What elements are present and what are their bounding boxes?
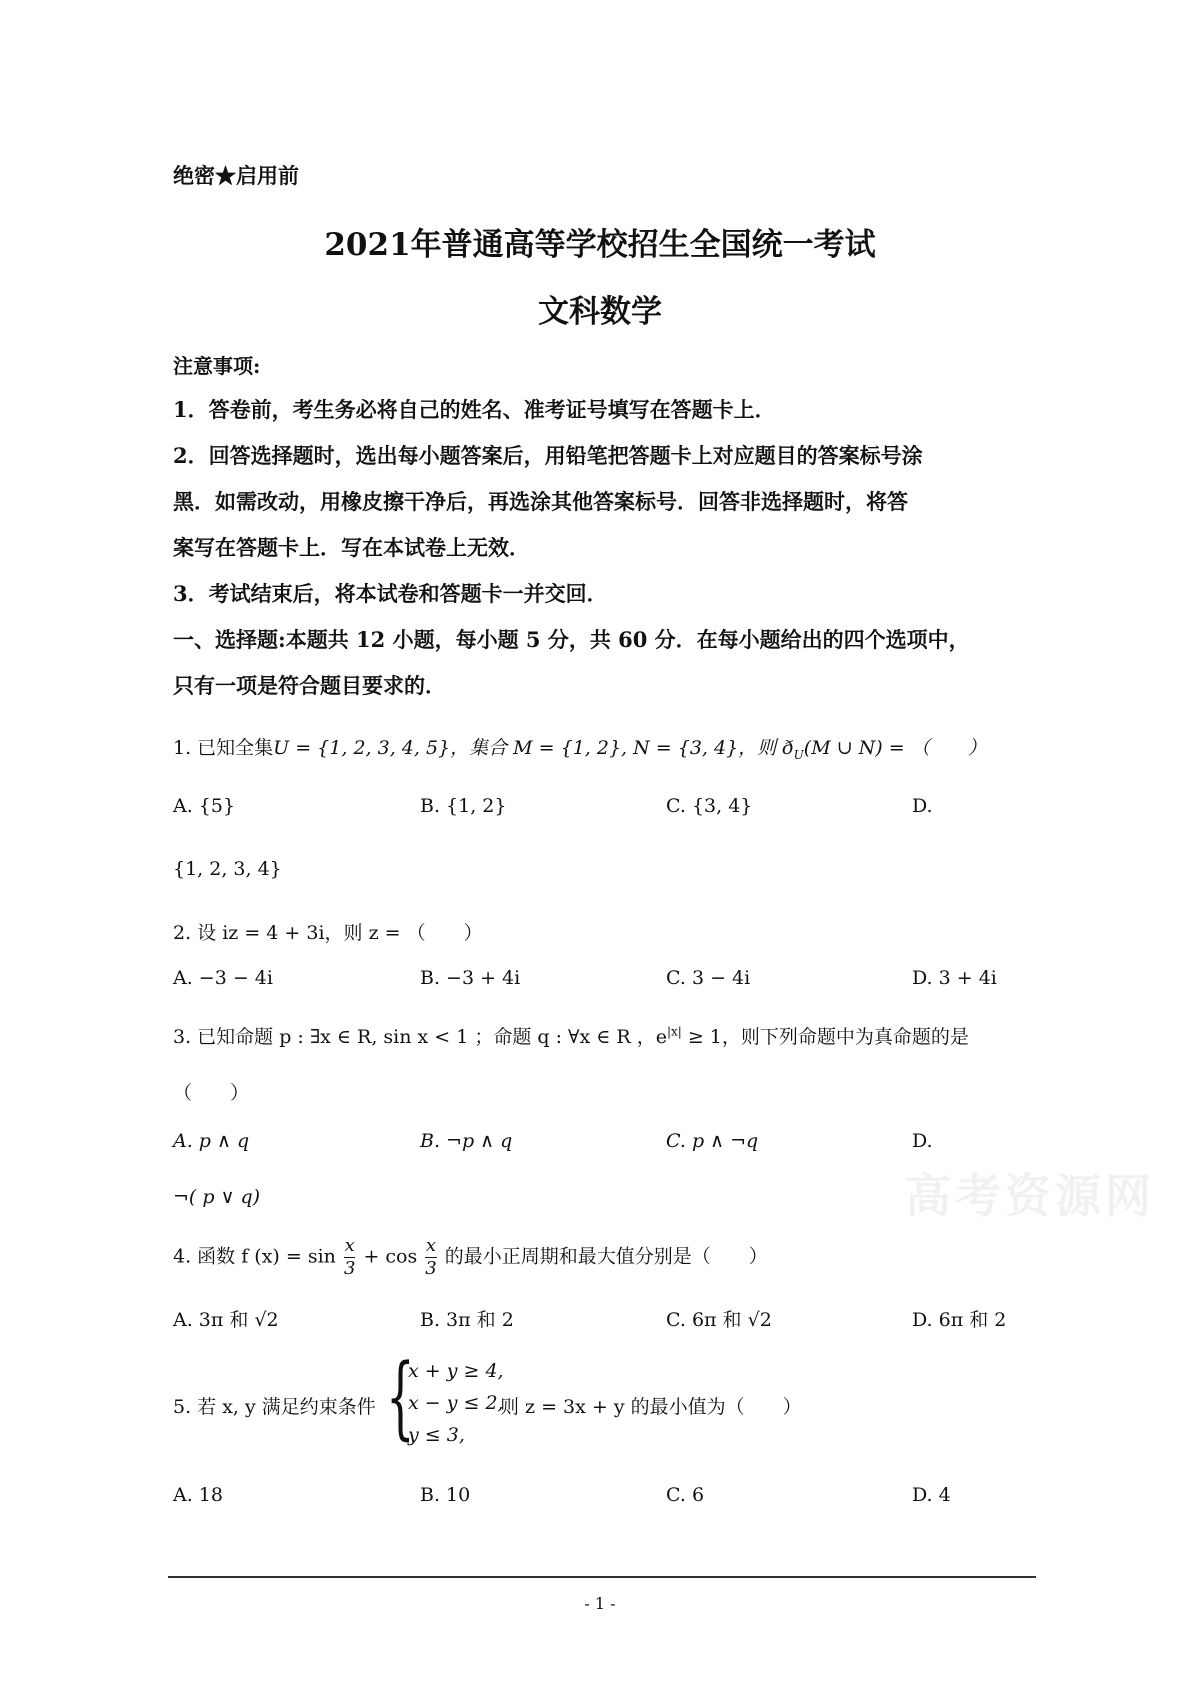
- note-2-line-1: 2．回答选择题时，选出每小题答案后，用铅笔把答题卡上对应题目的答案标号涂: [173, 443, 923, 468]
- question-3-text: 3. 已知命题 p : ∃x ∈ R, sin x < 1 ；命题 q : ∀x ∈ R ，e: [173, 1026, 667, 1048]
- question-4: [173, 1235, 768, 1280]
- fraction-denominator: 3: [425, 1258, 437, 1279]
- q1-option-d: D.: [912, 795, 933, 817]
- q3-option-b: B. ¬p ∧ q: [420, 1130, 513, 1152]
- q2-option-c: C. 3 − 4i: [666, 967, 751, 989]
- note-2-line-2: 黑．如需改动，用橡皮擦干净后，再选涂其他答案标号．回答非选择题时，将答: [173, 489, 908, 514]
- question-1-suffix: (M ∪ N) = （ ）: [803, 737, 987, 759]
- notes-heading: 注意事项:: [173, 354, 261, 378]
- question-1-expression: U = {1, 2, 3, 4, 5}，集合 M = {1, 2}, N = {3, 4}，则 ð: [273, 737, 794, 759]
- question-5-prefix: 5. 若 x, y 满足约束条件: [173, 1396, 376, 1418]
- q1-option-c: C. {3, 4}: [666, 795, 753, 817]
- question-3: [173, 1022, 969, 1049]
- q3-option-a: A. p ∧ q: [173, 1130, 250, 1152]
- exam-subject: 文科数学: [538, 294, 662, 330]
- question-5-suffix: 则 z = 3x + y 的最小值为（ ）: [500, 1396, 802, 1418]
- q1-option-d-value: {1, 2, 3, 4}: [173, 858, 282, 880]
- q1-option-a: A. {5}: [173, 795, 236, 817]
- question-1: [173, 733, 987, 762]
- question-4-middle: + cos: [363, 1245, 418, 1268]
- exam-title: 2021年普通高等学校招生全国统一考试: [324, 227, 876, 263]
- q3-option-d: D.: [912, 1130, 933, 1152]
- q4-option-b: B. 3π 和 2: [420, 1309, 514, 1331]
- fraction-x-over-3: [344, 1235, 355, 1280]
- question-3-exponent: |x|: [666, 1024, 682, 1039]
- q4-option-d: D. 6π 和 2: [912, 1309, 1007, 1331]
- question-3-answer-paren: （ ）: [173, 1082, 250, 1104]
- q5-option-c: C. 6: [666, 1484, 705, 1506]
- question-1-prefix: 1. 已知全集: [173, 737, 274, 759]
- note-1: 1．答卷前，考生务必将自己的姓名、准考证号填写在答题卡上．: [173, 397, 776, 422]
- section-heading-line-2: 只有一项是符合题目要求的．: [173, 673, 446, 698]
- confidential-label: 绝密★启用前: [173, 163, 299, 188]
- constraint-2: x − y ≤ 2,: [408, 1392, 504, 1414]
- constraint-1: x + y ≥ 4,: [408, 1360, 504, 1382]
- q2-option-b: B. −3 + 4i: [420, 967, 521, 989]
- q3-option-d-value: ¬( p ∨ q): [173, 1186, 261, 1208]
- fraction-denominator: 3: [343, 1258, 356, 1279]
- section-heading-line-1: 一、选择题:本题共 12 小题，每小题 5 分，共 60 分．在每小题给出的四个选项中，: [173, 627, 970, 652]
- note-2-line-3: 案写在答题卡上．写在本试卷上无效．: [173, 535, 530, 560]
- fraction-x-over-3: [425, 1235, 436, 1280]
- note-3: 3．考试结束后，将本试卷和答题卡一并交回．: [173, 581, 608, 606]
- watermark-logo: 高考资源网: [905, 1169, 1155, 1223]
- question-1-subscript: U: [793, 747, 804, 762]
- q5-option-a: A. 18: [173, 1484, 223, 1506]
- q2-option-a: A. −3 − 4i: [173, 967, 273, 989]
- page-number: - 1 -: [584, 1594, 616, 1613]
- q2-option-d: D. 3 + 4i: [912, 967, 997, 989]
- question-4-suffix: 的最小正周期和最大值分别是（ ）: [444, 1245, 768, 1268]
- q5-option-d: D. 4: [912, 1484, 951, 1506]
- q5-option-b: B. 10: [420, 1484, 471, 1506]
- fraction-numerator: x: [344, 1235, 355, 1256]
- constraint-3: y ≤ 3,: [408, 1424, 465, 1446]
- question-3-suffix: ≥ 1，则下列命题中为真命题的是: [681, 1026, 969, 1048]
- q1-option-b: B. {1, 2}: [420, 795, 507, 817]
- fraction-numerator: x: [425, 1235, 437, 1256]
- question-2: 2. 设 iz = 4 + 3i，则 z = （ ）: [173, 922, 483, 944]
- footer-divider: [168, 1576, 1036, 1578]
- q3-option-c: C. p ∧ ¬q: [666, 1130, 759, 1152]
- question-4-prefix: 4. 函数 f (x) = sin: [173, 1245, 336, 1268]
- q4-option-c: C. 6π 和 √2: [666, 1309, 772, 1331]
- q4-option-a: A. 3π 和 √2: [173, 1309, 279, 1331]
- constraint-brace: {: [386, 1345, 415, 1450]
